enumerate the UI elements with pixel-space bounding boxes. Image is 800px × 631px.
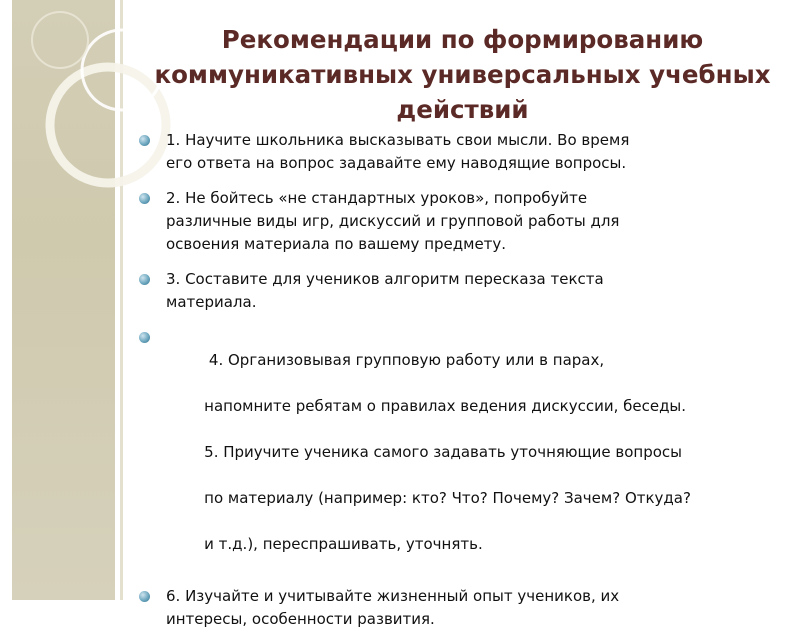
text-line: 1. Научите школьника высказывать свои мысли. Во время bbox=[166, 131, 630, 149]
list-item-text bbox=[166, 585, 778, 631]
text-line: 4. Организовывая групповую работу или в парах, bbox=[204, 351, 605, 369]
bullet-dot-icon bbox=[139, 193, 150, 204]
list-item-text bbox=[166, 326, 778, 579]
title-line-3: действий bbox=[396, 95, 529, 124]
list-item-text bbox=[166, 268, 778, 314]
text-line: 3. Составите для учеников алгоритм пересказа текста bbox=[166, 270, 604, 288]
text-line: 5. Приучите ученика самого задавать уточняющие вопросы bbox=[204, 443, 683, 461]
list-item bbox=[138, 129, 778, 175]
side-band bbox=[12, 0, 115, 600]
list-item bbox=[138, 187, 778, 256]
text-line: 2. Не бойтесь «не стандартных уроков», попробуйте bbox=[166, 189, 588, 207]
text-line: по материалу (например: кто? Что? Почему? Зачем? Откуда? bbox=[204, 489, 691, 507]
bullet-dot-icon bbox=[139, 591, 150, 602]
text-line: и т.д.), переспрашивать, уточнять. bbox=[204, 535, 483, 553]
bullet-dot-icon bbox=[139, 332, 150, 343]
text-line: его ответа на вопрос задавайте ему наводящие вопросы. bbox=[166, 154, 627, 172]
list-item-text bbox=[166, 129, 778, 175]
list-item bbox=[138, 326, 778, 579]
text-line: различные виды игр, дискуссий и групповой работы для bbox=[166, 212, 620, 230]
bullet-dot-icon bbox=[139, 274, 150, 285]
text-line: 6. Изучайте и учитывайте жизненный опыт учеников, их bbox=[166, 587, 620, 605]
text-line: напомните ребятам о правилах ведения дискуссии, беседы. bbox=[204, 397, 687, 415]
list-item bbox=[138, 585, 778, 631]
text-line: интересы, особенности развития. bbox=[166, 610, 435, 628]
recommendations-list bbox=[138, 129, 778, 631]
title-line-2: коммуникативных универсальных учебных bbox=[154, 60, 771, 89]
bullet-dot-icon bbox=[139, 135, 150, 146]
text-line: освоения материала по вашему предмету. bbox=[166, 235, 507, 253]
text-line: материала. bbox=[166, 293, 257, 311]
list-item bbox=[138, 268, 778, 314]
page-title bbox=[135, 22, 790, 127]
list-item-text bbox=[166, 187, 778, 256]
title-line-1: Рекомендации по формированию bbox=[221, 25, 704, 54]
side-band-line bbox=[120, 0, 123, 600]
